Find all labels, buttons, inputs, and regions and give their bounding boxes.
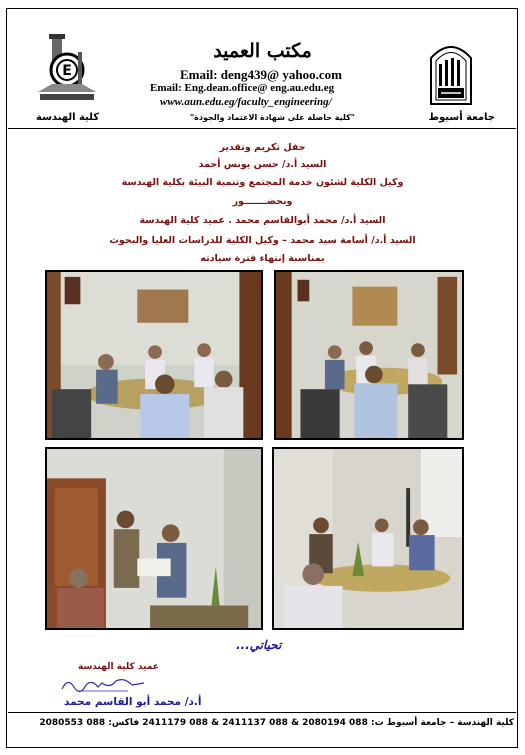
event-title: حفل تكريم وتقدير: [219, 142, 306, 153]
university-label: جامعة أسيوط: [428, 112, 495, 123]
office-title: مكتب العميد: [213, 40, 312, 62]
attendance-heading: وبحضـــــــور: [232, 196, 293, 207]
faculty-label: كلية الهندسة: [36, 112, 100, 123]
header-divider: [8, 128, 516, 129]
email-secondary[interactable]: Email: Eng.dean.office@ eng.au.edu.eg: [150, 82, 335, 94]
occasion-text: بمناسبة إنتهاء فترة سيادته: [200, 253, 325, 264]
event-photo-4: [272, 447, 464, 630]
event-photo-2: [274, 270, 464, 440]
signer-name: أ.د/ محمد أبو القاسم محمد: [64, 696, 202, 708]
accreditation-text: "كلية حاصلة على شهادة الاعتماد والجودة": [190, 113, 355, 122]
footer-contact: كلية الهندسة – جامعة أسيوط ت: 088 2080194 & 088 2411137 & 088 2411179 فاكس: 088 2080553: [39, 718, 514, 728]
signer-title: عميد كلية الهندسة: [78, 662, 159, 672]
signature-scribble: [58, 673, 148, 695]
email-primary[interactable]: Email: deng439@ yahoo.com: [180, 67, 342, 82]
footer-divider: [8, 712, 516, 713]
event-photo-1: [45, 270, 263, 440]
event-photo-3: [45, 447, 263, 630]
svg-text:E: E: [62, 63, 72, 79]
honoree-name: السيد أ.د/ حسن يونس أحمد: [198, 159, 327, 170]
greeting-text: تحياتي...: [236, 638, 282, 652]
honoree-position: وكيل الكلية لشئون خدمة المجتمع وتنمية البيئة بكلية الهندسة: [121, 177, 404, 188]
website-link[interactable]: www.aun.edu.eg/faculty_engineering/: [160, 96, 332, 108]
attendee-dean: السيد أ.د/ محمد أبوالقاسم محمد . عميد كلية الهندسة: [139, 215, 386, 226]
attendee-vice-dean: السيد أ.د/ أسامة سيد محمد – وكيل الكلية للدراسات العليا والبحوث: [109, 235, 416, 246]
